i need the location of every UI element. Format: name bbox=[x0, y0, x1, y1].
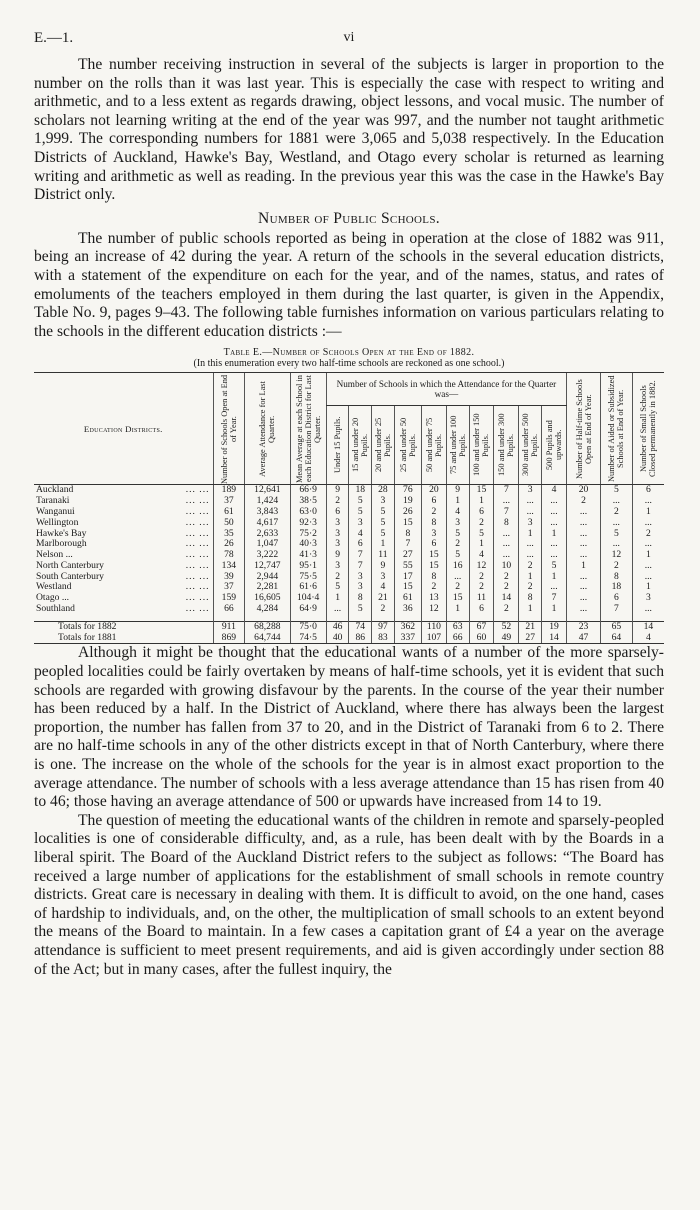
table-cell: ... bbox=[567, 529, 601, 540]
table-cell: 86 bbox=[349, 633, 372, 644]
table-cell: 869 bbox=[213, 633, 245, 644]
table-cell: 7 bbox=[494, 507, 519, 518]
table-cell: 15 bbox=[394, 518, 421, 529]
leader-dots: ... ... bbox=[185, 538, 210, 550]
col-attendance-band: 20 and under 25 Pupils. bbox=[373, 418, 392, 473]
table-cell: 18 bbox=[601, 582, 633, 593]
table-cell: 4,617 bbox=[245, 518, 290, 529]
table-cell: 1 bbox=[326, 593, 349, 604]
table-cell: 159 bbox=[213, 593, 245, 604]
district-name: Totals for 1881 bbox=[58, 631, 117, 643]
table-cell: 74·5 bbox=[290, 633, 326, 644]
table-cell: 92·3 bbox=[290, 518, 326, 529]
table-cell: 3 bbox=[349, 572, 372, 583]
table-cell: 21 bbox=[519, 621, 542, 632]
table-cell: 6 bbox=[469, 604, 494, 615]
col-half-time: Number of Half-time Schools Open at End of Year. bbox=[574, 378, 593, 479]
table-cell: 14 bbox=[632, 621, 664, 632]
table-row bbox=[34, 496, 664, 507]
table-cell: 3 bbox=[326, 539, 349, 550]
table-cell: 9 bbox=[446, 485, 469, 496]
table-cell: 11 bbox=[469, 593, 494, 604]
table-cell: 26 bbox=[394, 507, 421, 518]
table-title: Table E.—Number of Schools Open at the End of 1882. bbox=[223, 347, 475, 359]
table-cell: 3 bbox=[421, 529, 446, 540]
table-cell: 7 bbox=[601, 604, 633, 615]
table-row bbox=[34, 593, 664, 604]
table-cell: 74 bbox=[349, 621, 372, 632]
table-cell: 5 bbox=[326, 582, 349, 593]
table-cell: 75·5 bbox=[290, 572, 326, 583]
table-cell: 911 bbox=[213, 621, 245, 632]
table-cell: 2 bbox=[446, 582, 469, 593]
table-row bbox=[34, 633, 664, 644]
table-cell: 64,744 bbox=[245, 633, 290, 644]
table-cell: ... bbox=[542, 539, 567, 550]
table-cell: 8 bbox=[394, 529, 421, 540]
table-cell: 1 bbox=[446, 496, 469, 507]
table-cell: ... bbox=[519, 507, 542, 518]
table-row bbox=[34, 518, 664, 529]
table-cell: 5 bbox=[469, 529, 494, 540]
table-cell: ... bbox=[542, 518, 567, 529]
table-cell: ... bbox=[567, 550, 601, 561]
table-cell: ... bbox=[632, 561, 664, 572]
table-cell: ... bbox=[567, 518, 601, 529]
district-name: Marlborough bbox=[36, 538, 87, 550]
table-cell: 5 bbox=[542, 561, 567, 572]
table-cell: 8 bbox=[494, 518, 519, 529]
leader-dots: ... ... bbox=[185, 581, 210, 593]
table-cell: 60 bbox=[469, 633, 494, 644]
table-cell: 7 bbox=[349, 561, 372, 572]
table-cell: 66 bbox=[446, 633, 469, 644]
table-cell: 4 bbox=[632, 633, 664, 644]
table-cell: ... bbox=[494, 496, 519, 507]
table-cell: 2 bbox=[372, 604, 395, 615]
table-cell: 26 bbox=[213, 539, 245, 550]
table-cell: ... bbox=[567, 539, 601, 550]
table-cell: 5 bbox=[601, 485, 633, 496]
table-cell: 104·4 bbox=[290, 593, 326, 604]
table-cell: 61 bbox=[394, 593, 421, 604]
table-cell: 1 bbox=[469, 496, 494, 507]
table-cell: 36 bbox=[394, 604, 421, 615]
table-cell: 2 bbox=[469, 518, 494, 529]
table-cell: 1 bbox=[372, 539, 395, 550]
table-cell: 5 bbox=[349, 496, 372, 507]
table-cell: ... bbox=[632, 572, 664, 583]
table-cell: 52 bbox=[494, 621, 519, 632]
table-cell: 2,281 bbox=[245, 582, 290, 593]
table-cell: ... bbox=[542, 507, 567, 518]
table-cell: 2 bbox=[519, 561, 542, 572]
district-header: Education Districts. bbox=[34, 373, 213, 485]
table-cell: 40 bbox=[326, 633, 349, 644]
col-attendance-band: 50 and under 75 Pupils. bbox=[424, 418, 443, 473]
table-cell: 64·9 bbox=[290, 604, 326, 615]
table-cell: 2 bbox=[519, 582, 542, 593]
table-cell: 17 bbox=[394, 572, 421, 583]
table-row bbox=[34, 621, 664, 632]
table-cell: 189 bbox=[213, 485, 245, 496]
table-cell: 8 bbox=[519, 593, 542, 604]
table-cell: ... bbox=[632, 604, 664, 615]
table-cell: 23 bbox=[567, 621, 601, 632]
district-name: Nelson ... bbox=[36, 549, 73, 561]
table-cell: 68,288 bbox=[245, 621, 290, 632]
table-cell: 66 bbox=[213, 604, 245, 615]
table-cell: 5 bbox=[601, 529, 633, 540]
table-cell: 2 bbox=[421, 507, 446, 518]
col-attendance-band: 500 Pupils and upwards. bbox=[545, 420, 564, 471]
district-name: South Canterbury bbox=[36, 570, 104, 582]
table-cell: 19 bbox=[394, 496, 421, 507]
table-cell: 12 bbox=[469, 561, 494, 572]
col-aided: Number of Aided or Subsidized Schools at End of Year. bbox=[607, 375, 626, 483]
table-cell: ... bbox=[542, 496, 567, 507]
table-cell: 2 bbox=[567, 496, 601, 507]
col-avg-attendance: Average Attendance for Last Quarter. bbox=[258, 380, 277, 477]
table-cell: ... bbox=[494, 539, 519, 550]
table-cell: 7 bbox=[494, 485, 519, 496]
table-cell: 3 bbox=[372, 496, 395, 507]
table-row bbox=[34, 539, 664, 550]
table-cell: 1 bbox=[567, 561, 601, 572]
table-cell: 3 bbox=[326, 561, 349, 572]
table-cell: 5 bbox=[446, 550, 469, 561]
table-cell: 4 bbox=[349, 529, 372, 540]
table-cell: ... bbox=[601, 518, 633, 529]
table-cell: ... bbox=[542, 582, 567, 593]
table-cell: 19 bbox=[542, 621, 567, 632]
table-cell: 20 bbox=[567, 485, 601, 496]
col-attendance-band: 150 and under 300 Pupils. bbox=[497, 414, 516, 477]
table-cell: 8 bbox=[421, 518, 446, 529]
leader-dots: ... ... bbox=[185, 592, 210, 604]
table-cell: 15 bbox=[446, 593, 469, 604]
table-cell: ... bbox=[446, 572, 469, 583]
table-cell: ... bbox=[542, 550, 567, 561]
paragraph-subjects: The number receiving instruction in several of the subjects is larger in proportion to the number on the rolls than it was last year. This is especially the case with respect to writing and arithmetic, and to a less extent as regards drawing, object lessons, and vocal music. The number of scholars not learning writing at the end of the year was 997, and the number not taught arithmetic 1,999. The corresponding numbers for 1881 were 3,065 and 5,038 respectively. In the Education Districts of Auckland, Hawke's Bay, Westland, and Otago every scholar is returned as learning writing and arithmetic as well as reading. In the previous year this was the case in the Hawke's Bay District only. bbox=[34, 56, 664, 204]
table-cell: 12 bbox=[421, 604, 446, 615]
leader-dots: ... ... bbox=[185, 549, 210, 561]
table-cell: 134 bbox=[213, 561, 245, 572]
table-cell: 3 bbox=[632, 593, 664, 604]
table-cell: ... bbox=[519, 539, 542, 550]
table-cell: 9 bbox=[326, 550, 349, 561]
table-cell: 2,633 bbox=[245, 529, 290, 540]
col-attendance-band: 100 and under 150 Pupils. bbox=[472, 414, 491, 477]
table-cell: 78 bbox=[213, 550, 245, 561]
table-cell: 15 bbox=[394, 582, 421, 593]
table-cell: 6 bbox=[421, 496, 446, 507]
table-cell: 1 bbox=[519, 572, 542, 583]
table-cell: 1 bbox=[542, 604, 567, 615]
table-cell: 6 bbox=[469, 507, 494, 518]
table-row bbox=[34, 582, 664, 593]
table-cell: 3 bbox=[372, 572, 395, 583]
table-cell: 1 bbox=[632, 582, 664, 593]
table-cell: 4 bbox=[469, 550, 494, 561]
table-cell: 2 bbox=[326, 496, 349, 507]
table-cell: 18 bbox=[349, 485, 372, 496]
leader-dots: ... ... bbox=[185, 603, 210, 615]
leader-dots: ... ... bbox=[185, 484, 210, 496]
col-attendance-band: 15 and under 20 Pupils. bbox=[351, 418, 370, 473]
table-cell: 6 bbox=[632, 485, 664, 496]
table-cell: 95·1 bbox=[290, 561, 326, 572]
table-cell: 61 bbox=[213, 507, 245, 518]
table-cell: 110 bbox=[421, 621, 446, 632]
table-cell: 10 bbox=[494, 561, 519, 572]
table-cell: ... bbox=[567, 507, 601, 518]
table-cell: 63·0 bbox=[290, 507, 326, 518]
table-cell: 1,047 bbox=[245, 539, 290, 550]
table-row bbox=[34, 604, 664, 615]
table-cell: 15 bbox=[421, 561, 446, 572]
table-cell: 12,747 bbox=[245, 561, 290, 572]
leader-dots: ... ... bbox=[185, 495, 210, 507]
table-cell: ... bbox=[601, 539, 633, 550]
district-name: Wanganui bbox=[36, 505, 75, 517]
district-name: Otago ... bbox=[36, 592, 70, 604]
table-cell: 97 bbox=[372, 621, 395, 632]
col-attendance-band: 25 and under 50 Pupils. bbox=[398, 418, 417, 473]
page-header bbox=[34, 30, 664, 56]
table-cell: 15 bbox=[469, 485, 494, 496]
district-name: Westland bbox=[36, 581, 72, 593]
table-cell: 12,641 bbox=[245, 485, 290, 496]
table-cell: 3 bbox=[349, 518, 372, 529]
col-attendance-band: 300 and under 500 Pupils. bbox=[521, 414, 540, 477]
table-cell: ... bbox=[632, 539, 664, 550]
table-cell: 61·6 bbox=[290, 582, 326, 593]
table-cell: 47 bbox=[567, 633, 601, 644]
table-cell: 2 bbox=[326, 572, 349, 583]
table-cell: 3,222 bbox=[245, 550, 290, 561]
table-cell: 1 bbox=[519, 604, 542, 615]
table-cell: 2 bbox=[469, 572, 494, 583]
table-cell: 2 bbox=[446, 539, 469, 550]
table-subtitle: (In this enumeration every two half-time schools are reckoned as one school.) bbox=[193, 358, 505, 370]
table-cell: 3,843 bbox=[245, 507, 290, 518]
paragraph-remote-localities: The question of meeting the educational wants of the children in remote and sparsely-peopled localities is one of considerable difficulty, and, as a rule, has been dealt with by the Boards in a liberal spirit. The Board of the Auckland District refers to the subject as follows: “The Board has received a large number of applications for the establishment of small schools in remote country districts. Great care is necessary in dealing with them. It is difficult to avoid, on the one hand, cases of hardship to individuals, and, on the other, the multiplication of small schools to an extent beyond the means of the Board to maintain. In a few cases a capitation grant of £4 a year on the average attendance is sufficient to meet present requirements, and aid is given accordingly under section 88 of the Act; but in many cases, after the fullest inquiry, the bbox=[34, 811, 664, 978]
table-cell: 38·5 bbox=[290, 496, 326, 507]
table-cell: 28 bbox=[372, 485, 395, 496]
table-cell: 2 bbox=[494, 572, 519, 583]
table-cell: 3 bbox=[326, 529, 349, 540]
table-cell: 39 bbox=[213, 572, 245, 583]
col-mean-average: Mean Average at each School in each Education District for Last Quarter. bbox=[294, 374, 322, 483]
district-name: Totals for 1882 bbox=[58, 620, 117, 632]
district-name: Hawke's Bay bbox=[36, 527, 87, 539]
table-cell: 27 bbox=[519, 633, 542, 644]
leader-dots: ... ... bbox=[185, 505, 210, 517]
table-cell: 3 bbox=[326, 518, 349, 529]
paragraph-half-time: Although it might be thought that the educational wants of a number of the more sparsely-peopled localities could be fairly overtaken by means of half-time schools, yet it is evident that such schools are regarded with growing disfavour by the parents. In the course of the year their number has been reduced by a half. In the District of Auckland, where there has always been the largest proportion, the number has fallen from 37 to 20, and in the District of Taranaki from 6 to 2. There are no half-time schools in any of the other districts except in that of North Canterbury, where there is one. The increase on the whole of the schools for the year is in almost exact proportion to the average attendance. The number of schools with a less average attendance than 15 has risen from 40 to 46; those having an average attendance of 500 or upwards have increased from 14 to 19. bbox=[34, 644, 664, 811]
table-cell: 9 bbox=[326, 485, 349, 496]
table-cell: 1 bbox=[542, 572, 567, 583]
table-cell: 41·3 bbox=[290, 550, 326, 561]
table-cell: 16 bbox=[446, 561, 469, 572]
district-name: North Canterbury bbox=[36, 559, 104, 571]
table-cell: 75·0 bbox=[290, 621, 326, 632]
table-cell: ... bbox=[567, 593, 601, 604]
table-cell: 11 bbox=[372, 550, 395, 561]
table-cell: 2 bbox=[494, 582, 519, 593]
leader-dots: ... ... bbox=[185, 516, 210, 528]
table-cell: 1,424 bbox=[245, 496, 290, 507]
table-cell: 37 bbox=[213, 582, 245, 593]
table-cell: 3 bbox=[519, 485, 542, 496]
table-cell: 27 bbox=[394, 550, 421, 561]
table-cell: 20 bbox=[421, 485, 446, 496]
table-cell: 8 bbox=[349, 593, 372, 604]
table-cell: 14 bbox=[494, 593, 519, 604]
table-cell: 5 bbox=[349, 507, 372, 518]
table-cell: 2 bbox=[601, 561, 633, 572]
table-cell: 1 bbox=[469, 539, 494, 550]
table-cell: 6 bbox=[326, 507, 349, 518]
table-cell: ... bbox=[567, 572, 601, 583]
district-name: Taranaki bbox=[36, 495, 70, 507]
table-cell: 107 bbox=[421, 633, 446, 644]
table-cell: ... bbox=[567, 604, 601, 615]
table-cell: 7 bbox=[349, 550, 372, 561]
table-cell: 337 bbox=[394, 633, 421, 644]
table-cell: 7 bbox=[542, 593, 567, 604]
section-heading: Number of Public Schools. bbox=[258, 209, 440, 227]
table-cell: 9 bbox=[372, 561, 395, 572]
table-cell: 6 bbox=[601, 593, 633, 604]
table-cell: 2,944 bbox=[245, 572, 290, 583]
table-cell: ... bbox=[519, 496, 542, 507]
table-cell: 1 bbox=[632, 507, 664, 518]
col-attendance-band: Under 15 Pupils. bbox=[333, 417, 343, 474]
table-cell: 63 bbox=[446, 621, 469, 632]
table-cell: ... bbox=[601, 496, 633, 507]
table-cell: 4 bbox=[372, 582, 395, 593]
col-closed: Number of Small Schools Closed permanently in 1882. bbox=[639, 380, 658, 478]
table-cell: 8 bbox=[601, 572, 633, 583]
district-name: Southland bbox=[36, 603, 75, 615]
table-cell: 5 bbox=[349, 604, 372, 615]
district-name: Auckland bbox=[36, 484, 74, 496]
table-cell: ... bbox=[519, 550, 542, 561]
table-cell: 75·2 bbox=[290, 529, 326, 540]
table-cell: 3 bbox=[446, 518, 469, 529]
table-cell: 13 bbox=[421, 593, 446, 604]
leader-dots: ... ... bbox=[185, 527, 210, 539]
table-cell: 1 bbox=[446, 604, 469, 615]
document-page bbox=[34, 30, 664, 979]
table-cell: 5 bbox=[372, 529, 395, 540]
leader-dots: ... ... bbox=[185, 570, 210, 582]
table-cell: 5 bbox=[372, 518, 395, 529]
leader-dots: ... ... bbox=[185, 559, 210, 571]
table-cell: 3 bbox=[349, 582, 372, 593]
table-row bbox=[34, 485, 664, 496]
table-row bbox=[34, 507, 664, 518]
col-schools-open: Number of Schools Open at End of Year. bbox=[219, 374, 238, 484]
table-cell: 8 bbox=[421, 572, 446, 583]
table-cell: 3 bbox=[519, 518, 542, 529]
table-cell: ... bbox=[494, 529, 519, 540]
table-cell: 5 bbox=[446, 529, 469, 540]
table-cell: 6 bbox=[349, 539, 372, 550]
paragraph-public-schools: The number of public schools reported as being in operation at the close of 1882 was 911, being an increase of 42 during the year. A return of the schools in the several education districts, with a statement of the expenditure on each for the year, and of the names, status, and rates of emoluments of the teachers employed in them during the last quarter, is given in the Appendix, Table No. 9, pages 9–43. The following table furnishes information on various particulars relating to the schools in the different education districts :— bbox=[34, 229, 664, 340]
table-cell: 4,284 bbox=[245, 604, 290, 615]
table-cell: 2 bbox=[601, 507, 633, 518]
table-cell: ... bbox=[632, 518, 664, 529]
table-cell: 37 bbox=[213, 496, 245, 507]
table-cell: 7 bbox=[394, 539, 421, 550]
table-cell: ... bbox=[632, 496, 664, 507]
table-cell: 2 bbox=[469, 582, 494, 593]
table-cell: 76 bbox=[394, 485, 421, 496]
table-cell: 21 bbox=[372, 593, 395, 604]
document-reference: E.—1. bbox=[34, 30, 74, 46]
table-cell: 83 bbox=[372, 633, 395, 644]
table-cell: ... bbox=[494, 550, 519, 561]
table-cell: 46 bbox=[326, 621, 349, 632]
table-cell: ... bbox=[326, 604, 349, 615]
table-row bbox=[34, 561, 664, 572]
table-cell: 4 bbox=[542, 485, 567, 496]
table-cell: 1 bbox=[632, 550, 664, 561]
table-cell: 2 bbox=[632, 529, 664, 540]
page-number: vi bbox=[343, 30, 355, 45]
table-cell: 55 bbox=[394, 561, 421, 572]
table-cell: 362 bbox=[394, 621, 421, 632]
schools-table bbox=[34, 372, 664, 644]
table-cell: 2 bbox=[421, 582, 446, 593]
table-cell: 1 bbox=[519, 529, 542, 540]
table-row bbox=[34, 529, 664, 540]
table-row bbox=[34, 550, 664, 561]
table-cell: 66·9 bbox=[290, 485, 326, 496]
table-cell: ... bbox=[567, 582, 601, 593]
table-cell: 16,605 bbox=[245, 593, 290, 604]
table-cell: 2 bbox=[494, 604, 519, 615]
table-cell: 1 bbox=[542, 529, 567, 540]
table-row bbox=[34, 572, 664, 583]
table-cell: 4 bbox=[446, 507, 469, 518]
table-cell: 67 bbox=[469, 621, 494, 632]
table-cell: 64 bbox=[601, 633, 633, 644]
table-cell: 6 bbox=[421, 539, 446, 550]
table-cell: 12 bbox=[601, 550, 633, 561]
table-cell: 15 bbox=[421, 550, 446, 561]
table-cell: 49 bbox=[494, 633, 519, 644]
table-cell: 5 bbox=[372, 507, 395, 518]
table-cell: 65 bbox=[601, 621, 633, 632]
table-cell: 40·3 bbox=[290, 539, 326, 550]
col-attendance-band: 75 and under 100 Pupils. bbox=[448, 416, 467, 475]
district-name: Wellington bbox=[36, 516, 79, 528]
table-cell: 50 bbox=[213, 518, 245, 529]
table-cell: 14 bbox=[542, 633, 567, 644]
attendance-group-header: Number of Schools in which the Attendance for the Quarter was— bbox=[326, 373, 566, 406]
table-cell: 35 bbox=[213, 529, 245, 540]
